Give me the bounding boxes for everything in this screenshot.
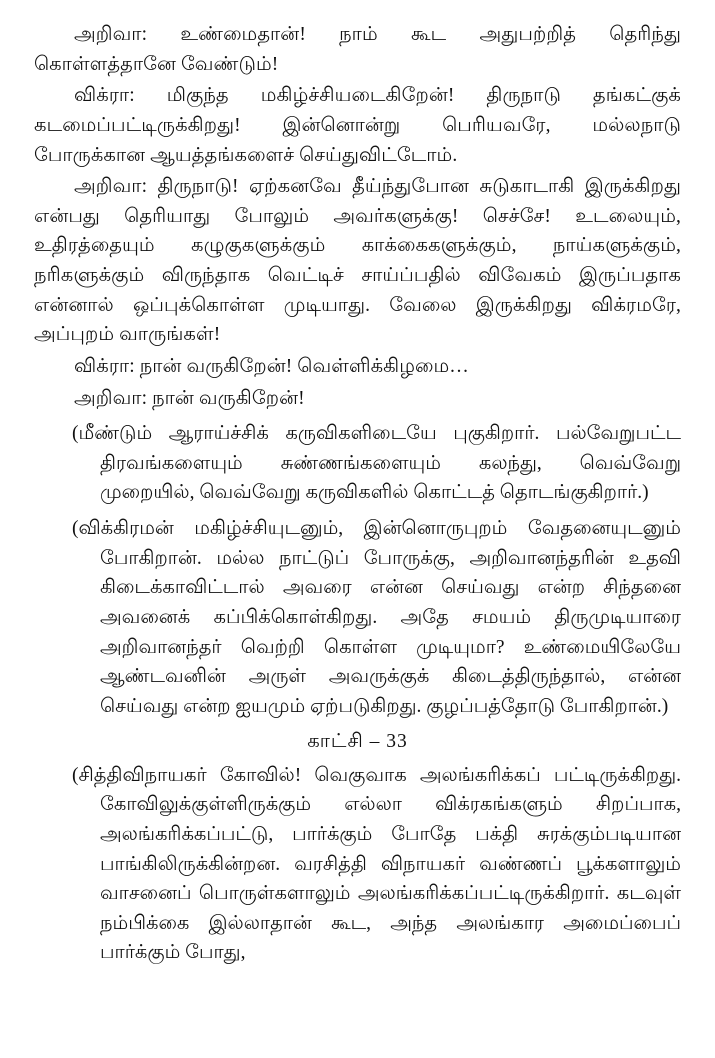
stage-direction-2: (விக்கிரமன் மகிழ்ச்சியுடனும், இன்னொருபுறம் வேதனையுடனும் போகிறான். மல்ல நாட்டுப் போருக்கு, அறிவானந்தரின் உதவி கிடைக்காவிட்டால் அவரை என்ன செய்வது என்ற சிந்தனை அவனைக் கப்பிக்கொள்கிறது. அதே சமயம் திருமுடியாரை அறிவானந்தர் வெற்றி கொள்ள முடியுமா? உண்மையிலேயே ஆண்டவனின் அருள் அவருக்குக் கிடைத்திருந்தால், என்ன செய்வது என்ற ஐயமும் ஏற்படுகிறது. குழப்பத்தோடு போகிறான்.) <box>72 518 681 717</box>
scene-heading: காட்சி – 33 <box>307 731 408 753</box>
paragraph-dialogue-arivaa-1: அறிவா: உண்மைதான்! நாம் கூட அதுபற்றித் தெரிந்து கொள்ளத்தானே வேண்டும்! <box>34 24 681 75</box>
paragraph-dialogue-vikra-2: விக்ரா: நான் வருகிறேன்! வெள்ளிக்கிழமை… <box>74 355 469 377</box>
paragraph-dialogue-arivaa-2: அறிவா: திருநாடு! ஏற்கனவே தீய்ந்துபோன சுடுகாடாகி இருக்கிறது என்பது தெரியாது போலும் அவர்களுக்கு! செச்சே! உடலையும், உதிரத்தையும் கழுகுகளுக்கும் காக்கைகளுக்கும், நாய்களுக்கும், நரிகளுக்கும் விருந்தாக வெட்டிச் சாய்ப்பதில் விவேகம் இருப்பதாக என்னால் ஒப்புக்கொள்ள முடியாது. வேலை இருக்கிறது விக்ரமரே, அப்புறம் வாருங்கள்! <box>34 176 681 346</box>
paragraph-dialogue-arivaa-3: அறிவா: நான் வருகிறேன்! <box>74 387 305 409</box>
paragraph-dialogue-vikra-1: விக்ரா: மிகுந்த மகிழ்ச்சியடைகிறேன்! திருநாடு தங்கட்குக் கடமைப்பட்டிருக்கிறது! இன்னொன்று பெரியவரே, மல்லநாடு போருக்கான ஆயத்தங்களைச் செய்துவிட்டோம். <box>34 85 681 166</box>
stage-direction-1: (மீண்டும் ஆராய்ச்சிக் கருவிகளிடையே புகுகிறார். பல்வேறுபட்ட திரவங்களையும் சுண்ணங்களையும் கலந்து, வெவ்வேறு முறையில், வெவ்வேறு கருவிகளில் கொட்டத் தொடங்குகிறார்.) <box>72 423 681 504</box>
stage-direction-3: (சித்திவிநாயகர் கோவில்! வெகுவாக அலங்கரிக்கப் பட்டிருக்கிறது. கோவிலுக்குள்ளிருக்கும் எல்லா விக்ரகங்களும் சிறப்பாக, அலங்கரிக்கப்பட்டு, பார்க்கும் போதே பக்தி சுரக்கும்படியான பாங்கிலிருக்கின்றன. வரசித்தி விநாயகர் வண்ணப் பூக்களாலும் வாசனைப் பொருள்களாலும் அலங்கரிக்கப்பட்டிருக்கிறார். கடவுள் நம்பிக்கை இல்லாதான் கூட, அந்த அலங்கார அமைப்பைப் பார்க்கும் போது, <box>72 764 681 964</box>
